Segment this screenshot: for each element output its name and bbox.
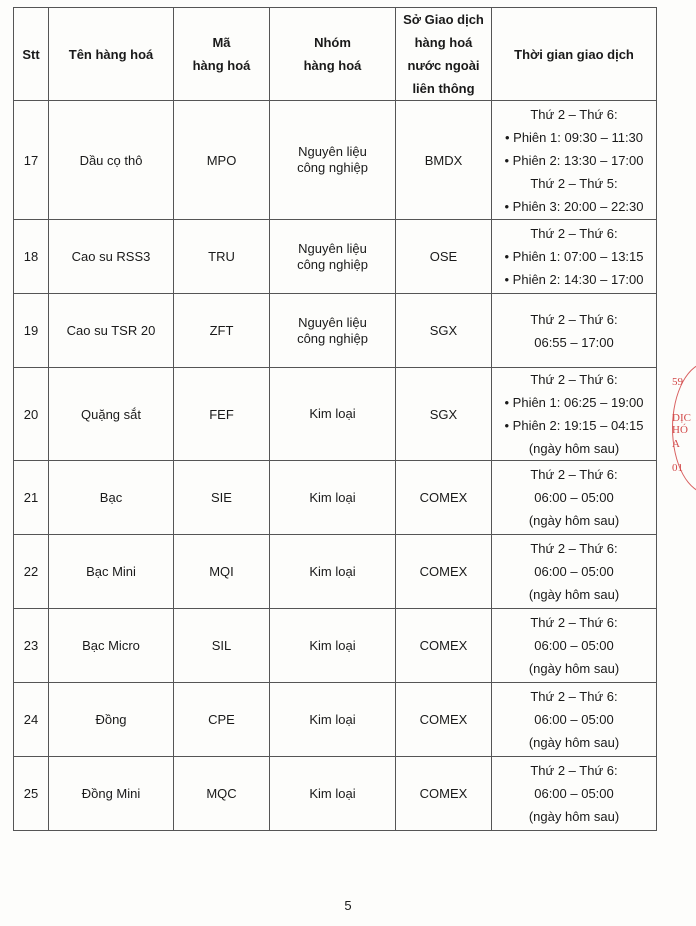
cell-group: [270, 220, 396, 294]
group-line: công nghiệp: [297, 160, 368, 175]
schedule-line: Thứ 2 – Thứ 6:: [530, 689, 618, 704]
stamp-text: 59: [672, 376, 683, 388]
schedule-line: • Phiên 2: 13:30 – 17:00: [504, 152, 644, 168]
cell-code: MQI: [174, 535, 270, 609]
schedule-line: (ngày hôm sau): [528, 441, 620, 456]
cell-code: CPE: [174, 683, 270, 757]
stamp-text: DỊC: [672, 412, 691, 424]
schedule-line: • Phiên 2: 14:30 – 17:00: [504, 272, 644, 287]
cell-code: ZFT: [174, 294, 270, 368]
cell-code: SIE: [174, 461, 270, 535]
commodity-table: [13, 7, 657, 831]
cell-name: Bạc Mini: [49, 535, 174, 609]
cell-group: [270, 535, 396, 609]
cell-name: Bạc Micro: [49, 609, 174, 683]
schedule-line: 06:00 – 05:00: [534, 490, 614, 505]
cell-group: [270, 609, 396, 683]
table-row: [14, 368, 657, 461]
cell-schedule: [492, 683, 657, 757]
schedule-line: 06:00 – 05:00: [534, 638, 614, 653]
cell-schedule: [492, 535, 657, 609]
stamp-text: 01: [672, 462, 683, 474]
cell-code: MPO: [174, 101, 270, 220]
schedule-line: • Phiên 1: 07:00 – 13:15: [504, 249, 644, 264]
cell-stt: 23: [14, 609, 49, 683]
cell-schedule: [492, 368, 657, 461]
cell-name: Đồng: [49, 683, 174, 757]
cell-schedule: [492, 609, 657, 683]
cell-group: [270, 368, 396, 461]
cell-stt: 19: [14, 294, 49, 368]
cell-code: TRU: [174, 220, 270, 294]
group-line: Nguyên liệu: [298, 144, 367, 159]
schedule-line: Thứ 2 – Thứ 6:: [530, 106, 618, 122]
cell-schedule: [492, 461, 657, 535]
schedule-line: Thứ 2 – Thứ 6:: [530, 541, 618, 556]
table-row: [14, 757, 657, 831]
table-row: [14, 220, 657, 294]
table-row: [14, 683, 657, 757]
seal-stamp: [666, 362, 696, 492]
cell-name: Đồng Mini: [49, 757, 174, 831]
cell-schedule: [492, 757, 657, 831]
schedule-line: (ngày hôm sau): [528, 661, 620, 676]
cell-group: [270, 757, 396, 831]
schedule-line: (ngày hôm sau): [528, 513, 620, 528]
cell-exchange: COMEX: [396, 609, 492, 683]
schedule-line: Thứ 2 – Thứ 6:: [530, 763, 618, 778]
schedule-line: (ngày hôm sau): [528, 735, 620, 750]
group-line: Kim loại: [309, 563, 356, 579]
cell-name: Bạc: [49, 461, 174, 535]
table-row: [14, 609, 657, 683]
table-row: [14, 535, 657, 609]
schedule-line: • Phiên 2: 19:15 – 04:15: [504, 418, 644, 433]
schedule-line: 06:55 – 17:00: [534, 334, 614, 350]
schedule-line: Thứ 2 – Thứ 6:: [530, 615, 618, 630]
cell-exchange: COMEX: [396, 461, 492, 535]
cell-name: Dầu cọ thô: [49, 101, 174, 220]
schedule-line: 06:00 – 05:00: [534, 712, 614, 727]
schedule-line: Thứ 2 – Thứ 5:: [530, 175, 618, 191]
cell-name: Cao su TSR 20: [49, 294, 174, 368]
header-group: Nhóm hàng hoá: [270, 8, 396, 101]
group-line: Kim loại: [309, 711, 356, 727]
table-row: [14, 294, 657, 368]
schedule-line: • Phiên 3: 20:00 – 22:30: [504, 198, 644, 214]
cell-exchange: SGX: [396, 368, 492, 461]
stamp-text: A: [672, 438, 680, 450]
schedule-line: • Phiên 1: 09:30 – 11:30: [504, 129, 644, 145]
cell-stt: 22: [14, 535, 49, 609]
cell-code: FEF: [174, 368, 270, 461]
cell-stt: 18: [14, 220, 49, 294]
header-name: Tên hàng hoá: [49, 8, 174, 101]
cell-exchange: OSE: [396, 220, 492, 294]
cell-exchange: COMEX: [396, 535, 492, 609]
cell-stt: 24: [14, 683, 49, 757]
cell-group: [270, 294, 396, 368]
header-trading-time: Thời gian giao dịch: [492, 8, 657, 101]
header-stt: Stt: [14, 8, 49, 101]
cell-stt: 20: [14, 368, 49, 461]
cell-code: SIL: [174, 609, 270, 683]
cell-code: MQC: [174, 757, 270, 831]
group-line: Kim loại: [309, 489, 356, 505]
schedule-line: Thứ 2 – Thứ 6:: [530, 372, 618, 387]
schedule-line: (ngày hôm sau): [528, 587, 620, 602]
cell-exchange: COMEX: [396, 683, 492, 757]
cell-stt: 21: [14, 461, 49, 535]
table-header-row: [14, 8, 657, 101]
header-exchange: Sở Giao dịch hàng hoá nước ngoài liên thông: [396, 8, 492, 101]
group-line: Kim loại: [309, 637, 356, 653]
cell-schedule: [492, 220, 657, 294]
header-code: Mã hàng hoá: [174, 8, 270, 101]
cell-name: Cao su RSS3: [49, 220, 174, 294]
cell-group: [270, 101, 396, 220]
stamp-text: HÓ: [672, 424, 688, 436]
group-line: Kim loại: [309, 785, 356, 801]
cell-stt: 25: [14, 757, 49, 831]
group-line: công nghiệp: [297, 330, 368, 346]
group-line: Kim loại: [309, 406, 356, 421]
table-row: [14, 101, 657, 220]
schedule-line: Thứ 2 – Thứ 6:: [530, 226, 618, 241]
cell-group: [270, 683, 396, 757]
cell-exchange: BMDX: [396, 101, 492, 220]
group-line: Nguyên liệu: [298, 314, 367, 330]
group-line: Nguyên liệu: [298, 240, 367, 256]
table-row: [14, 461, 657, 535]
cell-schedule: [492, 101, 657, 220]
schedule-line: 06:00 – 05:00: [534, 564, 614, 579]
cell-exchange: SGX: [396, 294, 492, 368]
schedule-line: 06:00 – 05:00: [534, 786, 614, 801]
page-number: 5: [344, 898, 352, 913]
cell-stt: 17: [14, 101, 49, 220]
cell-name: Quặng sắt: [49, 368, 174, 461]
schedule-line: Thứ 2 – Thứ 6:: [530, 311, 618, 327]
schedule-line: • Phiên 1: 06:25 – 19:00: [504, 395, 644, 410]
schedule-line: Thứ 2 – Thứ 6:: [530, 467, 618, 482]
cell-exchange: COMEX: [396, 757, 492, 831]
group-line: công nghiệp: [297, 256, 368, 272]
cell-group: [270, 461, 396, 535]
schedule-line: (ngày hôm sau): [528, 809, 620, 824]
table-body: [14, 101, 657, 831]
cell-schedule: [492, 294, 657, 368]
